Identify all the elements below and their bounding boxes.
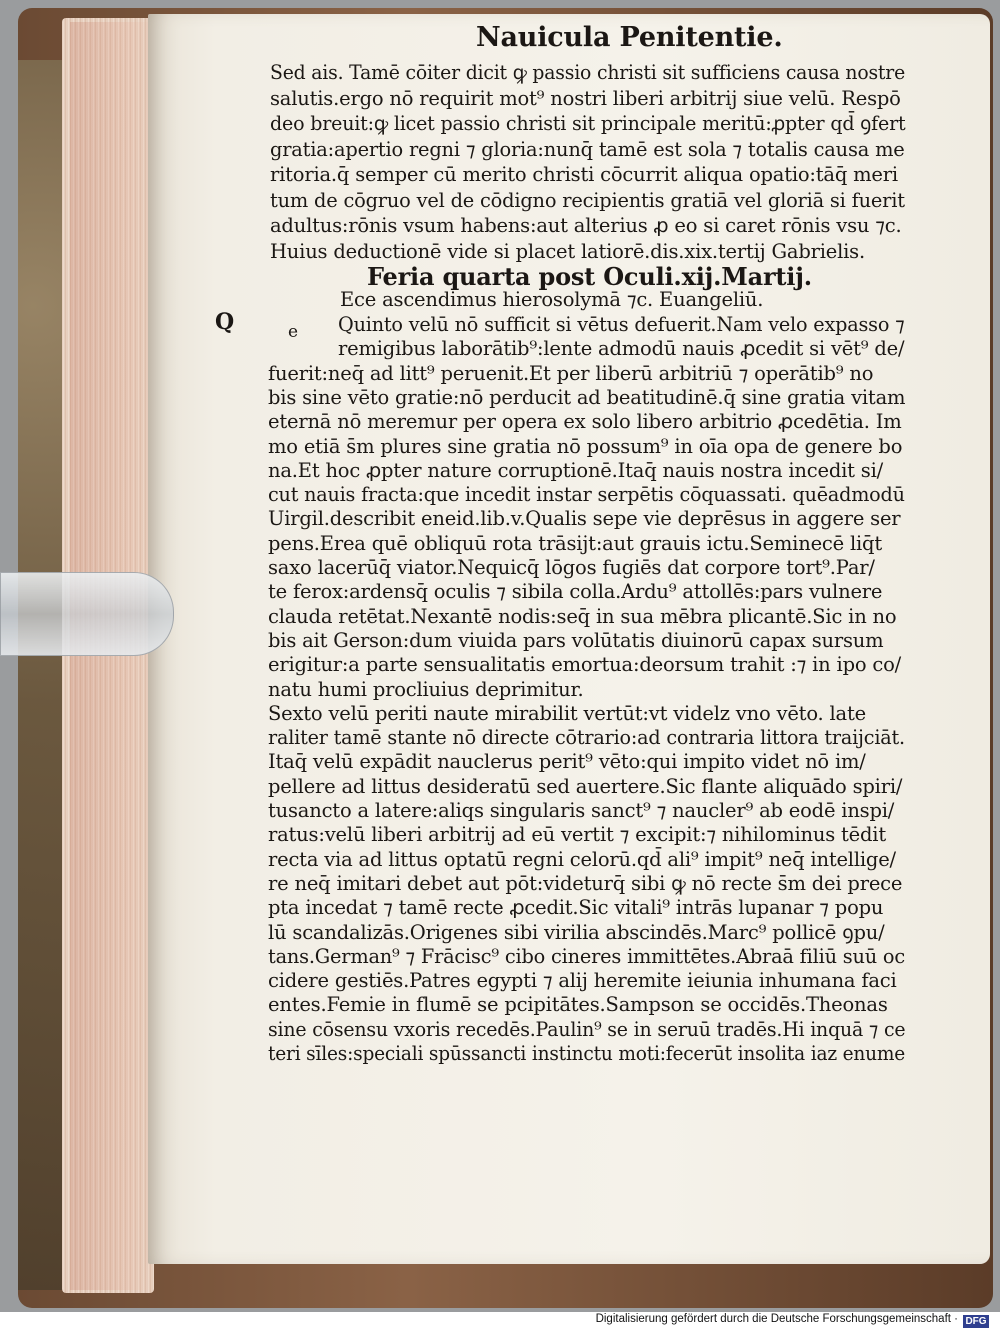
text-line: na.Et hoc ꝓpter nature corruptionē.Itaq̄ nauis nostra incedit si/ [268, 458, 883, 482]
text-line: gratia:apertio regni ⁊ gloria:nunq̄ tamē est sola ⁊ totalis causa me [270, 137, 905, 161]
glass-bookmark [0, 572, 174, 656]
text-line: Huius deductionē vide si placet latiorē.dis.xix.tertij Gabrielis. [270, 239, 865, 263]
text-line: pellere ad littus desideratū sed auertere.Sic flante aliquādo spiri/ [268, 774, 903, 798]
text-line: bis ait Gerson:dum viuida pars volūtatis diuinorū capax sursum [268, 628, 884, 652]
gospel-line: Ece ascendimus hierosolymā ⁊c. Euangeliū. [340, 288, 764, 311]
text-line: cidere gestiēs.Patres egypti ⁊ alij heremite ieiunia inhumana faci [268, 969, 897, 993]
drop-initial-guide: e [288, 322, 298, 342]
marbled-cover [18, 60, 68, 1290]
dfg-logo: DFG [963, 1315, 989, 1328]
margin-mark: Q [215, 309, 234, 335]
text-line: salutis.ergo nō requirit mot⁹ nostri liberi arbitrij siue velū. Respō [270, 86, 901, 110]
text-line: raliter tamē stante nō directe cōtrario:ad contraria littora traijciāt. [268, 726, 905, 750]
text-line: pens.Erea quē obliquū rota trāsijt:aut grauis ictu.Seminecē liq̄t [268, 531, 882, 555]
text-line: teri sīles:speciali spūssancti instinctu moti:fecerūt insolita iaz enume [268, 1042, 906, 1065]
text-line: tum de cōgruo vel de cōdigno recipientis gratiā vel gloriā si fuerit [270, 188, 905, 212]
text-line: bis sine vēto gratie:nō perducit ad beatitudinē.q̄ sine gratia vitam [268, 385, 906, 409]
footer-credit: Digitalisierung gefördert durch die Deutsche Forschungsgemeinschaft · [595, 1313, 958, 1325]
red-edge-tint [70, 22, 156, 1290]
text-line: tans.German⁹ ⁊ Frācisc⁹ cibo cineres immittētes.Abraā filiū suū oc [268, 944, 906, 968]
text-line: sine cōsensu vxoris recedēs.Paulin⁹ se in seruū tradēs.Hi inquā ⁊ ce [268, 1017, 906, 1041]
text-line: cut nauis fracta:que incedit instar serpētis cōquassati. quēadmodū [268, 483, 905, 507]
text-line: Sed ais. Tamē cōiter dicit ꝙ passio christi sit sufficiens causa nostre [270, 61, 906, 84]
text-line: mo etiā s̄m plures sine gratia nō possum⁹ in oīa opa de genere bo [268, 434, 903, 458]
text-line: ratus:velū liberi arbitrij ad eū vertit ⁊ excipit:⁊ nihilominus tēdit [268, 823, 886, 847]
text-line: fuerit:neq̄ ad litt⁹ peruenit.Et per liberū arbitriū ⁊ operātib⁹ no [268, 361, 874, 385]
text-line: saxo lacerūq̄ viator.Nequicq̄ lōgos fugiēs dat corpore tort⁹.Par/ [268, 556, 875, 579]
text-line: Uirgil.describit eneid.lib.v.Qualis sepe vie deprēsus in aggere ser [268, 507, 901, 531]
text-line: ritoria.q̄ semper cū merito christi cōcurrit aliqua opatio:tāq̄ meri [270, 163, 898, 186]
text-line: remigibus laborātib⁹:lente admodū nauis ꝓcedit si vēt⁹ de/ [338, 337, 905, 361]
text-line: te ferox:ardensq̄ oculis ⁊ sibila colla.Ardu⁹ attollēs:pars vulnere [268, 580, 883, 604]
text-line: deo breuit:ꝙ licet passio christi sit principale meritū:ꝓpter qd̄ ꝯfert [270, 112, 906, 135]
text-line: entes.Femie in flumē se pcipitātes.Sampson se occidēs.Theonas [268, 993, 888, 1017]
text-line: pta incedat ⁊ tamē recte ꝓcedit.Sic vitali⁹ intrās lupanar ⁊ popu [268, 896, 884, 920]
text-line: tusancto a latere:aliqs singularis sanct⁹ ⁊ naucler⁹ ab eodē inspi/ [268, 799, 895, 822]
text-line: Sexto velū periti naute mirabilit vertūt:vt videlz vno vēto. late [268, 701, 866, 725]
text-line: natu humi procliuius deprimitur. [268, 677, 584, 701]
text-line: Itaq̄ velū expādit nauclerus perit⁹ vēto:qui impito videt nō im/ [268, 750, 866, 774]
text-line: recta via ad littus optatū regni celorū.qd̄ ali⁹ impit⁹ neq̄ intellige/ [268, 847, 896, 871]
text-line: re neq̄ imitari debet aut pōt:videturq̄ sibi ꝙ nō recte s̄m dei prece [268, 871, 903, 895]
running-head: Nauicula Penitentie. [476, 22, 783, 53]
text-line: adultus:rōnis vsum habens:aut alterius ꝓ eo si caret rōnis vsu ⁊c. [270, 214, 902, 237]
text-line: Quinto velū nō sufficit si vētus defuerit.Nam velo expasso ⁊ [338, 313, 905, 336]
text-line: lū scandalizās.Origenes sibi virilia abscindēs.Marc⁹ pollicē ꝯpu/ [268, 920, 885, 944]
text-line: eternā nō meremur per opera ex solo libero arbitrio ꝓcedētia. Im [268, 410, 902, 434]
text-line: clauda retētat.Nexantē nodis:seq̄ in sua mēbra plicantē.Sic in no [268, 604, 897, 628]
text-line: erigitur:a parte sensualitatis emortua:deorsum trahit :⁊ in ipo co/ [268, 653, 902, 677]
section-heading: Feria quarta post Oculi.xij.Martij. [367, 262, 812, 291]
